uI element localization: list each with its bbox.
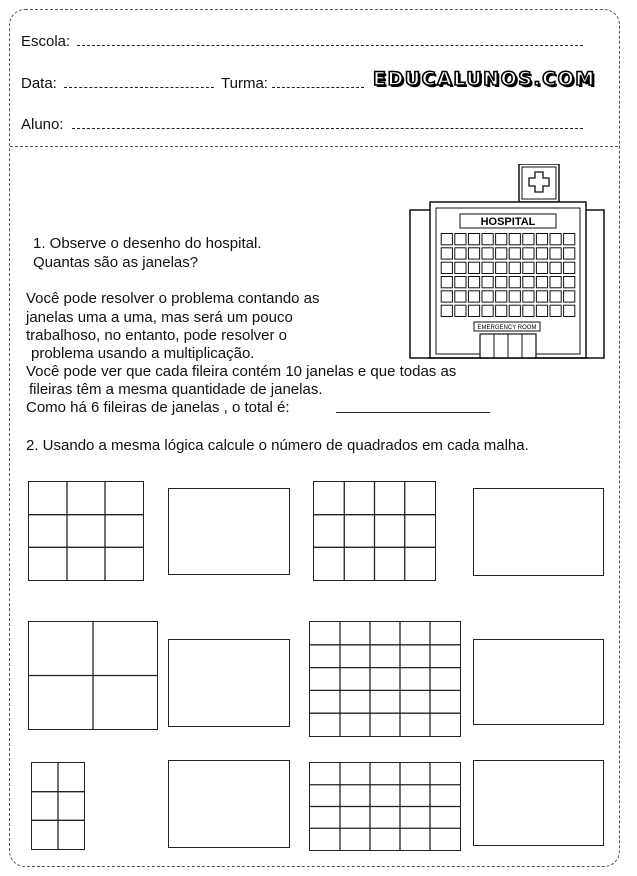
hospital-window: [482, 262, 493, 273]
hospital-window: [550, 277, 561, 288]
hospital-window: [523, 305, 534, 316]
hospital-window: [509, 291, 520, 302]
grid-2x2: [28, 621, 158, 730]
data-label: Data:: [21, 75, 57, 92]
grid-3x3: [28, 481, 144, 581]
hospital-window: [496, 262, 507, 273]
hospital-drawing: [408, 164, 608, 360]
answer-box-5[interactable]: [168, 760, 290, 848]
hospital-window: [536, 291, 547, 302]
q1-para-5: Você pode ver que cada fileira contém 10 janelas e que todas as: [26, 363, 457, 380]
hospital-window: [482, 248, 493, 259]
grid-4x5: [309, 762, 461, 851]
hospital-window: [564, 262, 575, 273]
q1-para-4: problema usando a multiplicação.: [31, 345, 255, 362]
hospital-window: [455, 291, 466, 302]
q1-para-2: janelas uma a uma, mas será um pouco: [26, 309, 293, 326]
hospital-window: [441, 305, 452, 316]
hospital-window: [550, 305, 561, 316]
answer-box-3[interactable]: [168, 639, 290, 727]
hospital-window: [523, 234, 534, 245]
hospital-window: [536, 234, 547, 245]
hospital-window: [564, 305, 575, 316]
hospital-window: [564, 234, 575, 245]
hospital-window: [482, 234, 493, 245]
educalunos-logo: EDUCALUNOS.COM: [373, 68, 596, 90]
hospital-window: [550, 262, 561, 273]
data-field[interactable]: [64, 87, 214, 88]
hospital-window: [536, 305, 547, 316]
answer-box-1[interactable]: [168, 488, 290, 575]
grid-3x4: [313, 481, 436, 581]
hospital-window: [441, 262, 452, 273]
hospital-window: [550, 291, 561, 302]
hospital-window: [455, 234, 466, 245]
grid-3x2: [31, 762, 85, 850]
q1-para-3: trabalhoso, no entanto, pode resolver o: [26, 327, 288, 344]
hospital-window: [564, 277, 575, 288]
hospital-window: [523, 262, 534, 273]
hospital-window: [455, 277, 466, 288]
q2-title: 2. Usando a mesma lógica calcule o número de quadrados em cada malha.: [26, 437, 529, 454]
hospital-window: [441, 248, 452, 259]
hospital-window: [441, 234, 452, 245]
hospital-window: [441, 291, 452, 302]
hospital-window: [536, 248, 547, 259]
hospital-window: [468, 277, 479, 288]
hospital-window: [509, 305, 520, 316]
hospital-window: [468, 248, 479, 259]
hospital-window: [509, 277, 520, 288]
hospital-window: [441, 277, 452, 288]
hospital-window: [482, 305, 493, 316]
aluno-field[interactable]: [72, 128, 583, 129]
hospital-window: [496, 277, 507, 288]
hospital-window: [536, 262, 547, 273]
hospital-window: [523, 248, 534, 259]
escola-field[interactable]: [77, 45, 583, 46]
emergency-sign: EMERGENCY ROOM: [477, 325, 537, 331]
hospital-window: [564, 291, 575, 302]
hospital-window: [509, 262, 520, 273]
turma-field[interactable]: [272, 87, 364, 88]
hospital-window: [468, 305, 479, 316]
hospital-window: [468, 291, 479, 302]
hospital-window: [468, 234, 479, 245]
aluno-label: Aluno:: [21, 116, 64, 133]
answer-box-2[interactable]: [473, 488, 604, 576]
hospital-sign: HOSPITAL: [480, 216, 536, 228]
answer-box-4[interactable]: [473, 639, 604, 725]
q1-para-1: Você pode resolver o problema contando as: [26, 290, 320, 307]
header-divider: [10, 146, 618, 147]
hospital-window: [550, 248, 561, 259]
hospital-window: [509, 248, 520, 259]
hospital-window: [496, 234, 507, 245]
hospital-window: [564, 248, 575, 259]
escola-label: Escola:: [21, 33, 71, 50]
hospital-window: [536, 277, 547, 288]
hospital-window: [455, 262, 466, 273]
hospital-window: [509, 234, 520, 245]
hospital-window: [482, 277, 493, 288]
hospital-window: [468, 262, 479, 273]
q1-answer-field[interactable]: [336, 412, 490, 413]
answer-box-6[interactable]: [473, 760, 604, 846]
hospital-window: [496, 291, 507, 302]
q1-title: 1. Observe o desenho do hospital.: [33, 235, 262, 252]
hospital-window: [496, 248, 507, 259]
q1-para-6: fileiras têm a mesma quantidade de janelas.: [29, 381, 323, 398]
hospital-window: [455, 305, 466, 316]
hospital-window: [455, 248, 466, 259]
grid-5x5: [309, 621, 461, 737]
turma-label: Turma:: [221, 75, 268, 92]
hospital-window: [496, 305, 507, 316]
hospital-window: [523, 277, 534, 288]
hospital-window: [482, 291, 493, 302]
q1-para-7: Como há 6 fileiras de janelas , o total é:: [26, 399, 290, 416]
q1-subtitle: Quantas são as janelas?: [33, 254, 199, 271]
hospital-window: [550, 234, 561, 245]
hospital-window: [523, 291, 534, 302]
